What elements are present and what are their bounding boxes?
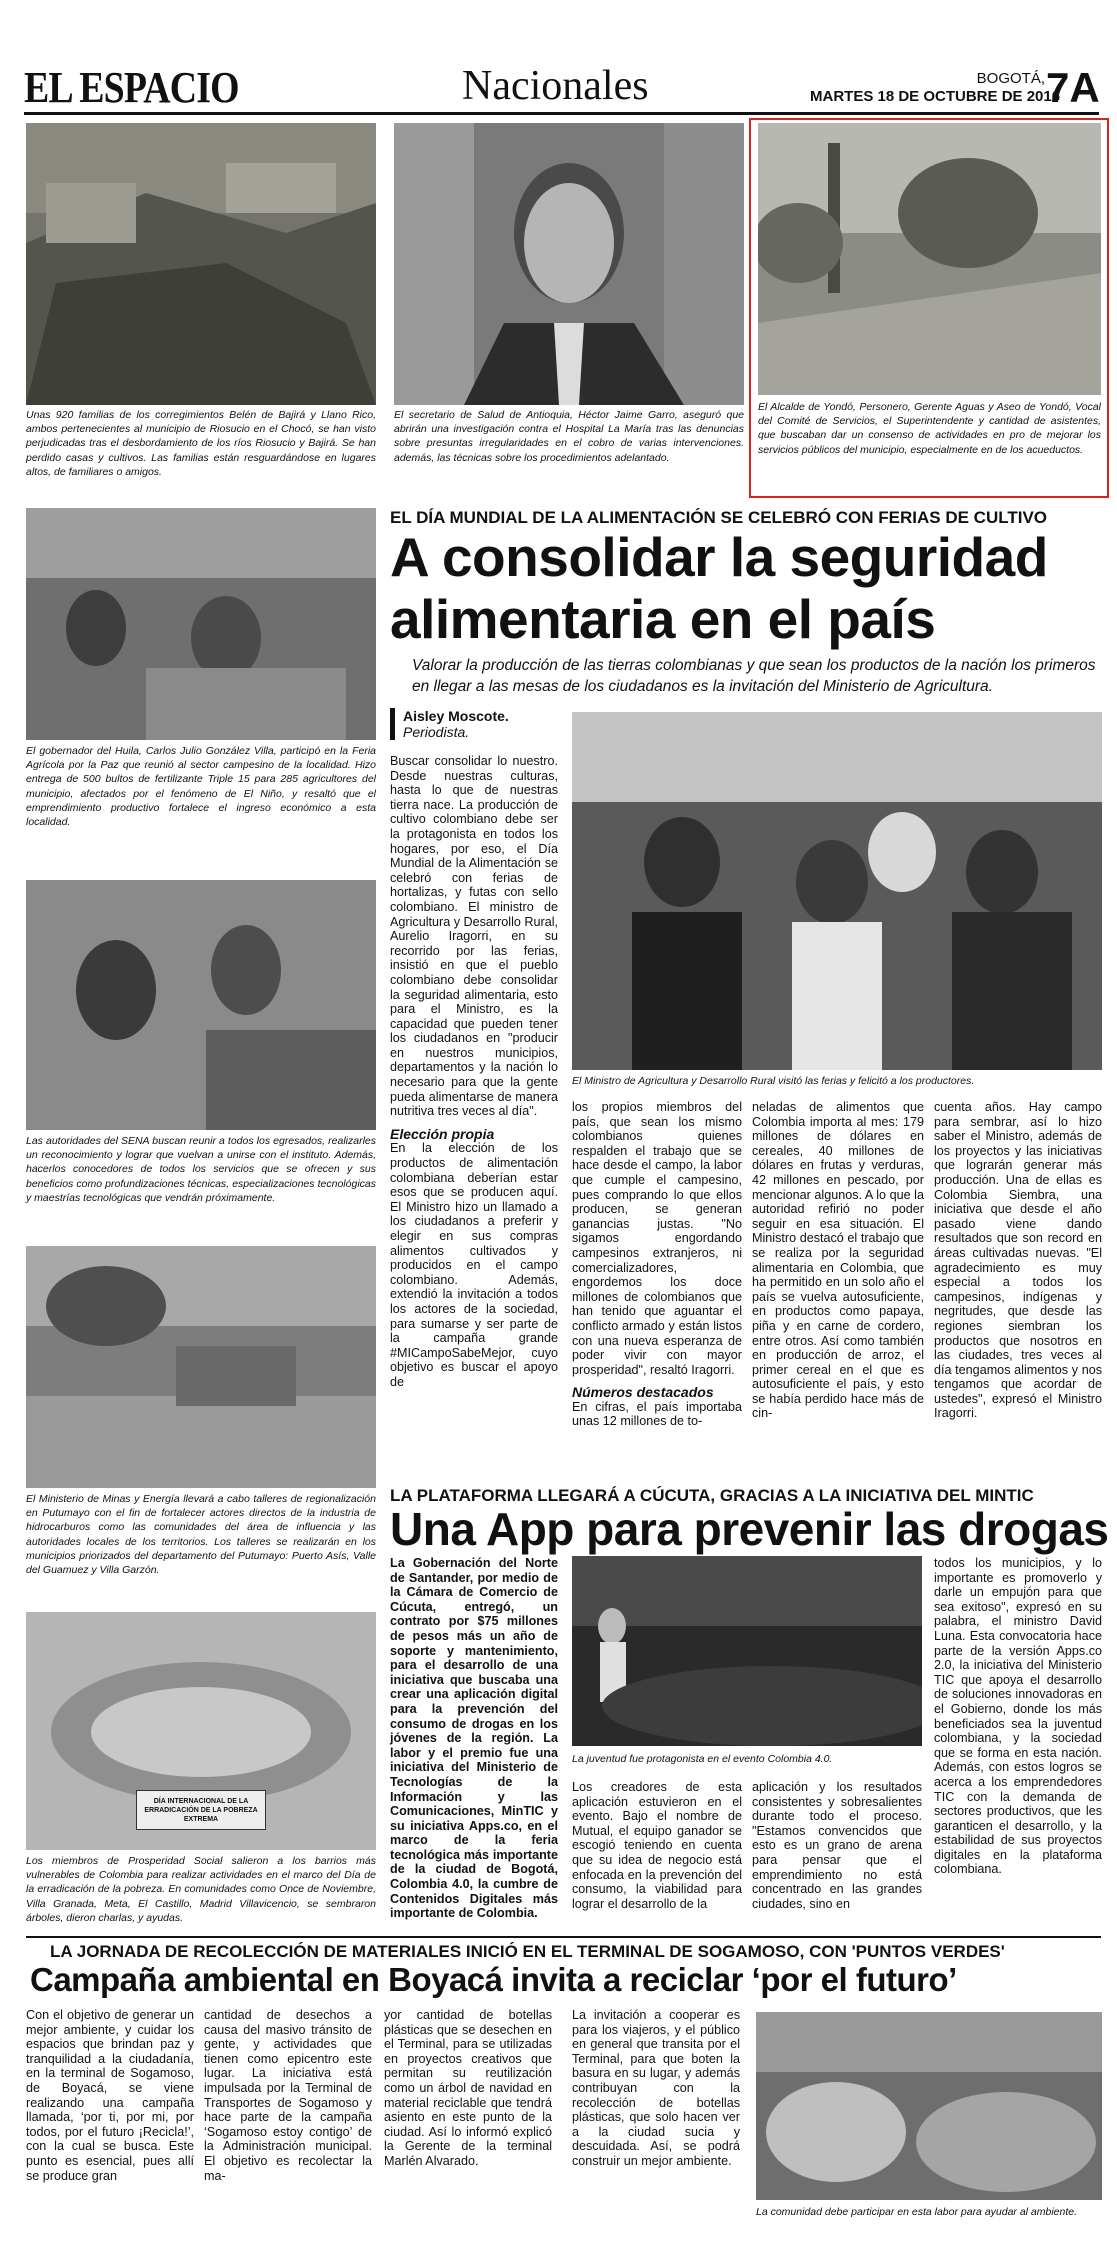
story1-byline bbox=[390, 708, 570, 740]
byline-role: Periodista. bbox=[403, 724, 470, 740]
top-caption-3: El Alcalde de Yondó, Personero, Gerente Aguas y Aseo de Yondó, Vocal del Comité de Servicios, el Superintendente y cantidad de asistentes, que buscaban dar un consenso de actividades en pro de mejorar los servicios públicos del municipio, especialmente en de los acueductos. bbox=[758, 401, 1101, 456]
side-caption-1: El gobernador del Huila, Carlos Julio González Villa, participó en la Feria Agrícola por la Paz que reunió al sector campesino de la localidad. Hizo entrega de 500 bultos de fertilizante Triple 15 para 285 agricultores del municipio, afectados por el fenómeno de El Niño, y resaltó que el emprendimiento productivo fortalece el ingreso económico a esta localidad. bbox=[26, 745, 376, 829]
minas-photo bbox=[26, 1246, 376, 1488]
story2-kicker: LA PLATAFORMA LLEGARÁ A CÚCUTA, GRACIAS A LA INICIATIVA DEL MINTIC bbox=[390, 1486, 1034, 1505]
recycling-photo bbox=[756, 2012, 1102, 2200]
colombia40-photo bbox=[572, 1556, 922, 1746]
story1-headline-2: alimentaria en el país bbox=[390, 588, 936, 650]
side-caption-3: El Ministerio de Minas y Energía llevará a cabo talleres de regionalización en Putumayo con el fin de fortalecer actores directos de la industria de hidrocarburos como las comunidades del área de influencia y las autoridades locales de los territorios. Los talleres se realizarán en los municipios priorizados del departamento del Putumayo: Puerto Asís, Valle del Guamuez y Villa Garzón. bbox=[26, 1493, 376, 1577]
story1-col4: cuenta años. Hay campo para sembrar, así lo hizo saber el Ministro, además de los proyectos y las iniciativas que lograrán generar más producción. Una de ellas es Colombia Siembra, una iniciativa que desde el año pasado viene dando resultados que son record en áreas cultivadas nuevas. "El agradecimiento es muy especial a todos los campesinos, indígenas y negritudes, que desde las regiones siembran los productos que nosotros en las ciudades, tres veces al día tengamos alimentos y nos tengamos que acordar de ustedes", expresó el Ministro Iragorri. bbox=[934, 1100, 1102, 1421]
story1-sub2: Números destacados bbox=[572, 1384, 714, 1401]
story3-photo-caption: La comunidad debe participar en esta labor para ayudar al ambiente. bbox=[756, 2206, 1078, 2218]
agriculture-minister-photo bbox=[572, 712, 1102, 1070]
story1-col1b-text: En la elección de los productos de alimentación colombiana deberían estar esos que se producen aquí. El Ministro hizo un llamado a los ciudadanos a preferir y elegir en sus compras alimentos cultivados y producidos en el campo colombiano. Además, extendió la invitación a todos los actores de la sociedad, para sumarse y ser parte de la campaña grande #MICampoSabeMejor, cuyo objetivo es buscar el apoyo de bbox=[390, 1141, 558, 1389]
story1-col2-text: los propios miembros del país, que sean los mismo colombianos quienes respalden el trabajo que se hace desde el campo, la labor que cumple el campesino, pues comprando lo que ellos producen, se generan ganancias justas. "No sigamos engordando campesinos extranjeros, ni comercializadores, engordemos los doce millones de colombianos que han tenido que aguantar el conflicto armado y están listos con una nueva esperanza de poder vivir con mayor prosperidad", resaltó Iragorri. bbox=[572, 1100, 742, 1377]
story3-col2: cantidad de desechos a causa del masivo tránsito de gente, y actividades que tienen como epicentro este lugar. La iniciativa está impulsada por la Terminal de Transportes de Sogamoso y hace parte de la campaña ‘Sogamoso estoy contigo’ de la Administración municipal. El objetivo es recolectar la ma- bbox=[204, 2008, 372, 2183]
dateline-city: BOGOTÁ, bbox=[976, 70, 1045, 87]
story3-kicker: LA JORNADA DE RECOLECCIÓN DE MATERIALES INICIÓ EN EL TERMINAL DE SOGAMOSO, CON 'PUNTOS VERDES' bbox=[50, 1942, 1005, 1961]
health-secretary-photo bbox=[394, 123, 744, 405]
story3-rule bbox=[26, 1936, 1101, 1938]
pobreza-banner: DÍA INTERNACIONAL DE LA ERRADICACIÓN DE LA POBREZA EXTREMA bbox=[136, 1790, 266, 1830]
story3-col1: Con el objetivo de generar un mejor ambiente, y cuidar los espacios que brindan paz y tranquilidad a la ciudadanía, en la terminal de Sogamoso, de Boyacá, se viene realizando una campaña llamada, ‘por ti, por mi, por todos, por el futuro ¡Recicla!’, con la cual se busca. Este punto es esencial, pues allí se produce gran bbox=[26, 2008, 194, 2183]
story3-headline: Campaña ambiental en Boyacá invita a reciclar ‘por el futuro’ bbox=[30, 1961, 957, 1998]
prosperidad-photo bbox=[26, 1612, 376, 1850]
page-number: 7A bbox=[1046, 64, 1100, 111]
story3-col3: yor cantidad de botellas plásticas que se desechen en el Terminal, para se utilizadas en proyectos creativos que permitan su reutilización como un árbol de navidad en material reciclable que tendrá asiento en este punto de la ciudad. Así lo informó explicó la Gerente de la terminal Marlén Alvarado. bbox=[384, 2008, 552, 2168]
story2-col3: aplicación y los resultados consistentes y sobresalientes durante todo el proceso. "Estamos convencidos que esto es un grano de arena para pensar que el emprendimiento no está concentrado en las grandes ciudades, sino en bbox=[752, 1780, 922, 1911]
story1-col2 bbox=[572, 1100, 742, 1429]
top-caption-2: El secretario de Salud de Antioquia, Héctor Jaime Garro, aseguró que abrirán una investigación contra el Hospital La María tras las denuncias sobre presuntas irregularidades en el cobro de varias intervenciones. además, las técnicas sobre los procedimientos adelantado. bbox=[394, 409, 744, 464]
side-caption-4: Los miembros de Prosperidad Social salieron a los barrios más vulnerables de Colombia para realizar actividades en el marco del Día de la erradicación de la pobreza. En comunidades como Once de Noviembre, Villa Granada, Meta, El Castillo, Madrid Villavicencio, se sembraron árboles, dieron charlas, y ayudas. bbox=[26, 1855, 376, 1924]
story2-headline: Una App para prevenir las drogas bbox=[390, 1503, 1109, 1555]
flood-photo bbox=[26, 123, 376, 405]
top-caption-1: Unas 920 familias de los corregimientos Belén de Bajirá y Llano Rico, ambos pertenecientes al municipio de Riosucio en el Chocó, se han visto perjudicadas tras el desbordamiento de los ríos Riosucio y Bajirá. Se han perdido casas y cultivos. Las familias están resguardándose en lugares altos, de familiares o amigos. bbox=[26, 409, 376, 478]
story1-deck: Valorar la producción de las tierras colombianas y que sean los productos de la nación los primeros en llegar a las mesas de los ciudadanos es la invitación del Ministerio de Agricultura. bbox=[412, 657, 1096, 695]
side-caption-2: Las autoridades del SENA buscan reunir a todos los egresados, realizarles un reconocimiento y lograr que vuelvan a unirse con el instituto. Además, hacerlos conocedores de todos los servicios que se ofrecen y sus beneficios como profundizaciones técnicas, especializaciones tecnológicas y maestrías tecnológicas que vendrán próximamente. bbox=[26, 1135, 376, 1204]
section-title: Nacionales bbox=[462, 63, 649, 109]
story2-col4: todos los municipios, y lo importante es promoverlo y darle un empujón para que sea exitoso", expresó en su palabra, el ministro David Luna. Esta convocatoria hace parte de la versión Apps.co 2.0, la iniciativa del Ministerio TIC que apoya el desarrollo de soluciones innovadoras en el Gobierno, donde los más beneficiados sea la juventud colombiana, y la sociedad que se forma en esta nación. Además, con estos logros se acerca a los emprendedores TIC con la demanda de sectores productivos, que les garanticen el desarrollo, y la estabilidad de sus proyectos digitales en la plataforma colombiana. bbox=[934, 1556, 1102, 1877]
yondo-photo bbox=[758, 123, 1101, 395]
story1-photo-caption: El Ministro de Agricultura y Desarrollo Rural visitó las ferias y felicitó a los productores. bbox=[572, 1075, 975, 1087]
story1-col2b-text: En cifras, el país importaba unas 12 millones de to- bbox=[572, 1399, 742, 1429]
masthead: EL ESPACIO bbox=[24, 63, 239, 112]
story1-col3: neladas de alimentos que Colombia importa al mes: 179 millones de dólares en cereales, 40 millones de dólares en frutas y verduras, 42 millones en pescado, por mencionar algunos. A lo que la autoridad refirió no poder seguir en esa situación. El Ministro destacó el trabajo que se realiza por la seguridad alimentaria en Colombia, que ha permitido en un solo año el país se vuelva autosuficiente, en productos como papaya, piña y en carne de cordero, entre otros. Así como también en producción de arroz, el primer cereal en el que es autosuficiente el país, y esto se había perdido hace más de cin- bbox=[752, 1100, 924, 1421]
sena-photo bbox=[26, 880, 376, 1130]
story3-col4: La invitación a cooperar es para los viajeros, y el público en general que transita por el Terminal, para que boten la basura en su lugar, y además contribuyan con la recolección de botellas plásticas, que solo hacen ver a la ciudad sucia y descuidada. Así, se podrá construir un mejor ambiente. bbox=[572, 2008, 740, 2168]
story1-col1-text: Buscar consolidar lo nuestro. Desde nuestras culturas, hasta lo que de nuestras tierra nace. La producción de cultivo colombiano debe ser la protagonista en todos los hogares, por eso, el Día Mundial de la Alimentación se celebró con ferias de hortalizas, y futas con sello colombiano. El ministro de Agricultura y Desarrollo Rural, Aurelio Iragorri, en su recorrido por las ferias, insistió en que el pueblo colombiano debe consolidar la seguridad alimentaria, esto para el Ministro, es la capacidad que pueden tener los ciudadanos en "producir en nuestros municipios, departamentos y la nación lo necesario para que la gente pueda alimentarse de manera nutritiva tres veces al día". bbox=[390, 754, 558, 1119]
story1-col1 bbox=[390, 754, 558, 1390]
story1-kicker: EL DÍA MUNDIAL DE LA ALIMENTACIÓN SE CELEBRÓ CON FERIAS DE CULTIVO bbox=[390, 508, 1048, 527]
story1-headline-1: A consolidar la seguridad bbox=[390, 526, 1048, 588]
dateline-date: MARTES 18 DE OCTUBRE DE 2016 bbox=[810, 88, 1061, 105]
story1-sub1: Elección propia bbox=[390, 1125, 495, 1142]
story2-photo-caption: La juventud fue protagonista en el evento Colombia 4.0. bbox=[572, 1753, 833, 1765]
story2-col2: Los creadores de esta aplicación estuvieron en el evento. Bajo el nombre de Mutual, el equipo ganador se escogió teniendo en cuenta que su idea de negocio está enfocada en la prevención del consumo, la viabilidad para lograr el desarrollo de la bbox=[572, 1780, 742, 1911]
huila-fair-photo bbox=[26, 508, 376, 740]
story2-col1: La Gobernación del Norte de Santander, por medio de la Cámara de Comercio de Cúcuta, entregó, un contrato por $75 millones de pesos más un año de soporte y mantenimiento, para el desarrollo de una iniciativa que buscaba una crear una aplicación digital para la prevención del consumo de drogas en los jóvenes de la región. La labor y el premio fue una iniciativa del Ministerio de Tecnologías de la Información y las Comunicaciones, MinTIC y su iniciativa Apps.co, en el marco de la feria tecnológica más importante de la ciudad de Bogotá, Colombia 4.0, la cumbre de Contenidos Digitales más importante de Colombia. bbox=[390, 1556, 558, 1921]
byline-name: Aisley Moscote. bbox=[403, 708, 509, 724]
header-rule bbox=[24, 112, 1099, 115]
